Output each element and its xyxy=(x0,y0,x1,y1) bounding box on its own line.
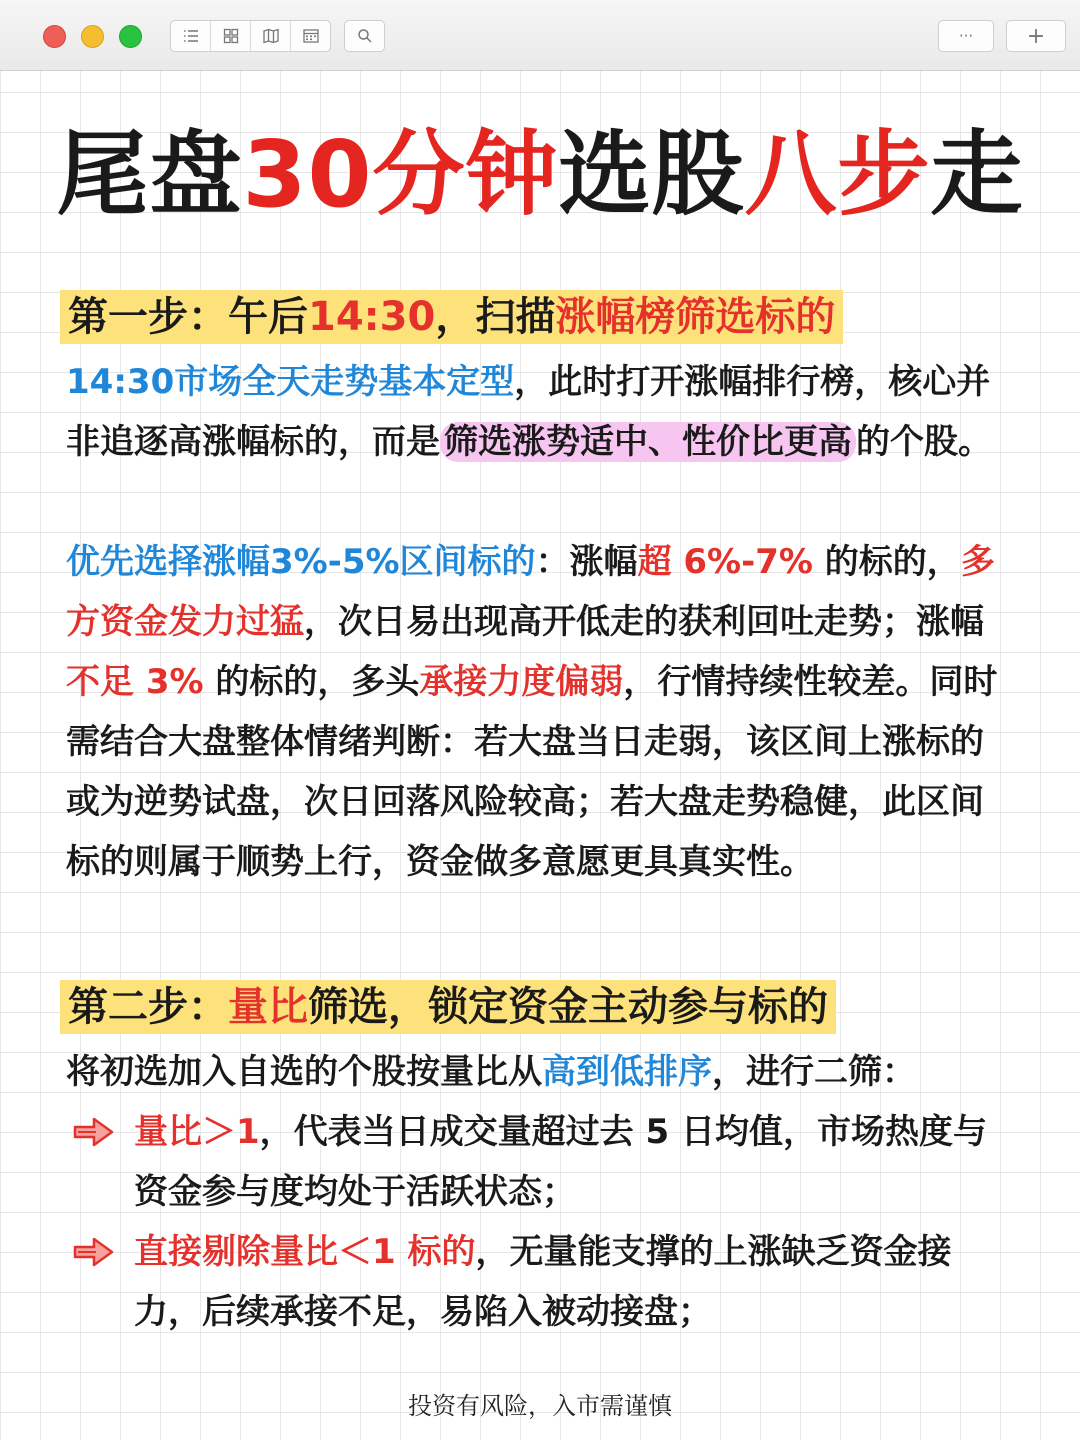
title-part-2: 30分钟 xyxy=(242,121,559,228)
step1-head-focus: 涨幅榜筛选标的 xyxy=(555,294,836,340)
search-group xyxy=(344,20,385,52)
step2-b1-text: ，代表当日成交量超过去 5 日均值，市场热度与资金参与度均处于活跃状态； xyxy=(134,1112,988,1212)
step2-b2-red: 直接剔除量比＜1 标的 xyxy=(134,1232,476,1272)
more-group xyxy=(938,20,994,52)
title-part-4: 八步 xyxy=(744,121,931,228)
window-titlebar xyxy=(0,0,1080,71)
close-window-button[interactable] xyxy=(43,25,66,48)
step1-paragraph-1 xyxy=(66,352,1016,472)
calendar-view-button[interactable] xyxy=(291,21,330,51)
title-part-1: 尾盘 xyxy=(56,121,243,228)
step2-head-focus: 量比 xyxy=(228,984,308,1030)
grid-view-button[interactable] xyxy=(211,21,251,51)
step1-p1-text-b: 的个股。 xyxy=(856,422,992,462)
step2-intro-highlight: 高到低排序 xyxy=(542,1052,712,1092)
step1-p2-text-b: 的标的， xyxy=(812,542,961,582)
step2-intro xyxy=(66,1042,1016,1102)
step2-head-label: 第二步： xyxy=(68,984,228,1030)
step2-b2-text: ，无量能支撑的上涨缺乏资金接力，后续承接不足，易陷入被动接盘； xyxy=(134,1232,952,1332)
step2-head-rest: 筛选，锁定资金主动参与标的 xyxy=(308,984,828,1030)
step1-p2-red-2: 多方资金发力过猛 xyxy=(66,542,995,642)
step1-head-label: 第一步：午后 xyxy=(68,294,308,340)
more-icon: ··· xyxy=(958,27,974,45)
step1-p2-text-c: ，次日易出现高开低走的获利回吐走势；涨幅 xyxy=(304,602,984,642)
title-part-5: 走 xyxy=(930,121,1024,228)
calendar-icon xyxy=(302,27,320,45)
view-mode-group xyxy=(170,20,331,52)
search-button[interactable] xyxy=(345,21,384,51)
page-title xyxy=(0,120,1080,230)
map-icon xyxy=(262,27,280,45)
step1-p2-text-d: 的标的，多头 xyxy=(203,662,420,702)
step1-p2-text-e: ，行情持续性较差。同时需结合大盘整体情绪判断：若大盘当日走弱，该区间上涨标的或为逆势试盘，次日回落风险较高；若大盘走势稳健，此区间标的则属于顺势上行，资金做多意愿更具真实性。 xyxy=(66,662,998,882)
add-group xyxy=(1006,20,1066,52)
arrow-right-icon xyxy=(72,1236,116,1268)
step1-p1-highlight: 14:30市场全天走势基本定型 xyxy=(66,362,515,402)
step2-heading xyxy=(60,980,836,1034)
search-icon xyxy=(356,27,374,45)
step1-p2-red-1: 超 6%-7% xyxy=(637,542,813,582)
step1-p2-text-a: ：涨幅 xyxy=(535,542,638,582)
arrow-right-icon xyxy=(72,1116,116,1148)
title-part-3: 选股 xyxy=(558,121,745,228)
step1-heading xyxy=(60,290,843,344)
step1-head-time: 14:30 xyxy=(308,294,436,340)
step1-paragraph-2 xyxy=(66,532,1016,892)
add-button[interactable] xyxy=(1007,21,1065,51)
risk-disclaimer: 投资有风险，入市需谨慎 xyxy=(408,1392,672,1420)
step2-b1-red: 量比＞1 xyxy=(134,1112,260,1152)
grid-icon xyxy=(222,27,240,45)
step2-bullet-2 xyxy=(66,1222,1016,1342)
step1-p2-red-4: 承接力度偏弱 xyxy=(419,662,624,702)
step2-bullet-1 xyxy=(66,1102,1016,1222)
step1-p2-red-3: 不足 3% xyxy=(66,662,204,702)
list-icon xyxy=(182,27,200,45)
step2-intro-text-b: ，进行二筛： xyxy=(712,1052,916,1092)
more-button[interactable] xyxy=(939,21,993,51)
step1-p1-text-a: ，此时打开涨幅排行榜，核心并非追逐高涨幅标的，而是 xyxy=(66,362,991,462)
map-view-button[interactable] xyxy=(251,21,291,51)
step1-p1-pink-highlight: 筛选涨势适中、性价比更高 xyxy=(440,422,856,462)
step2-intro-text-a: 将初选加入自选的个股按量比从 xyxy=(66,1052,542,1092)
zoom-window-button[interactable] xyxy=(119,25,142,48)
step1-p2-highlight: 优先选择涨幅3%-5%区间标的 xyxy=(66,542,536,582)
list-view-button[interactable] xyxy=(171,21,211,51)
minimize-window-button[interactable] xyxy=(81,25,104,48)
plus-icon: + xyxy=(1026,23,1046,49)
step1-head-mid: ，扫描 xyxy=(435,294,556,340)
